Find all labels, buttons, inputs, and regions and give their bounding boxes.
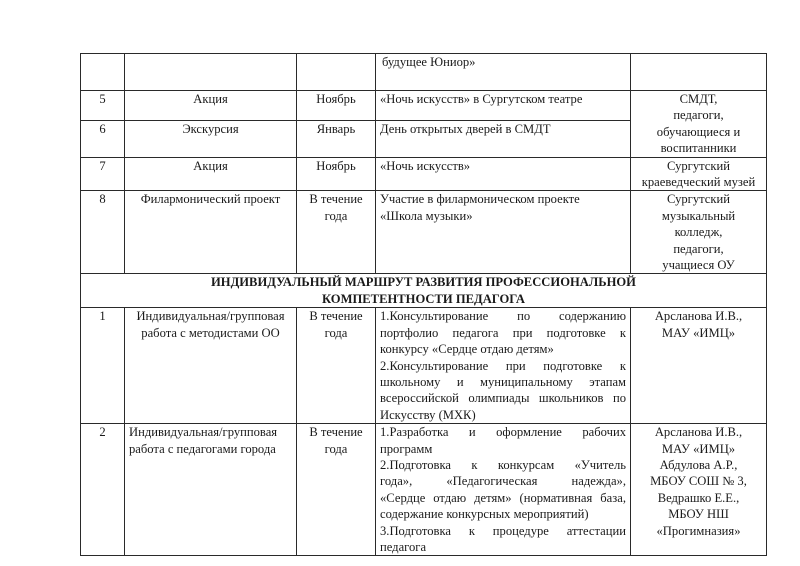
responsible-line: МБОУ СОШ № 3, <box>650 474 747 489</box>
event-type: Акция <box>125 157 297 191</box>
description-line: 1.Разработка и оформление рабочих <box>380 425 626 440</box>
responsible-line: педагоги, <box>673 241 724 256</box>
description-line: программ <box>380 441 433 456</box>
event-date <box>297 308 376 424</box>
description-line: «Сердце отдаю детям» (нормативная база, <box>380 490 626 505</box>
responsible-line: воспитанники <box>660 141 737 156</box>
responsible-line: Сургутский <box>667 192 730 207</box>
event-date: Январь <box>297 121 376 158</box>
responsible-line: «Прогимназия» <box>656 523 741 538</box>
table-row <box>81 91 767 121</box>
event-date <box>297 424 376 556</box>
event-responsible <box>631 424 767 556</box>
event-type: Акция <box>125 91 297 121</box>
description-line: 1.Консультирование по содержанию <box>380 309 626 324</box>
table-row <box>81 157 767 191</box>
event-date <box>297 54 376 91</box>
event-type <box>125 308 297 424</box>
description-line: школьному и муниципальному этапам <box>380 374 626 389</box>
date-line: года <box>324 208 348 223</box>
description-line: педагога <box>380 539 427 554</box>
responsible-line: музыкальный <box>661 208 736 223</box>
row-number: 5 <box>81 91 125 121</box>
date-line: года <box>324 441 348 456</box>
description-line: портфолио педагога при подготовке к <box>380 325 626 340</box>
responsible-line: Сургутский <box>667 158 730 173</box>
section-title-line-1: ИНДИВИДУАЛЬНЫЙ МАРШРУТ РАЗВИТИЯ ПРОФЕССИОНАЛЬНОЙ <box>211 275 636 290</box>
event-description <box>376 424 631 556</box>
responsible-line: учащиеся ОУ <box>662 258 735 273</box>
responsible-line: колледж, <box>674 225 723 240</box>
description-line: конкурсу «Сердце отдаю детям» <box>380 342 554 357</box>
event-description: будущее Юниор» <box>376 54 631 91</box>
event-description <box>376 308 631 424</box>
section-title-line-2: КОМПЕТЕНТНОСТИ ПЕДАГОГА <box>321 291 526 306</box>
description-line: года», «Педагогическая надежда», <box>380 474 626 489</box>
row-number: 6 <box>81 121 125 158</box>
responsible-line: МАУ «ИМЦ» <box>661 441 736 456</box>
row-number: 8 <box>81 191 125 274</box>
description-line: 2.Подготовка к конкурсам «Учитель <box>380 457 626 472</box>
event-responsible <box>631 191 767 274</box>
row-number <box>81 54 125 91</box>
event-date: Ноябрь <box>297 91 376 121</box>
responsible-line: краеведческий музей <box>641 175 756 190</box>
type-line: работа с педагогами города <box>129 441 276 456</box>
description-line: Участие в филармоническом проекте <box>380 192 580 207</box>
description-line: 3.Подготовка к процедуре аттестации <box>380 523 626 538</box>
date-line: В течение <box>309 309 363 324</box>
event-type <box>125 54 297 91</box>
event-description: «Ночь искусств» <box>376 157 631 191</box>
event-responsible <box>631 308 767 424</box>
row-number: 2 <box>81 424 125 556</box>
event-date <box>297 191 376 274</box>
event-responsible <box>631 157 767 191</box>
type-line: Индивидуальная/групповая <box>136 309 285 324</box>
responsible-line: Арсланова И.В., <box>654 425 743 440</box>
description-line: 2.Консультирование при подготовке к <box>380 358 626 373</box>
date-line: В течение <box>309 425 363 440</box>
date-line: года <box>324 325 348 340</box>
table-row <box>81 54 767 91</box>
date-line: В течение <box>309 192 363 207</box>
responsible-line: педагоги, <box>673 108 724 123</box>
responsible-line: МАУ «ИМЦ» <box>661 325 736 340</box>
responsible-line: Абдулова А.Р., <box>659 457 738 472</box>
event-date: Ноябрь <box>297 157 376 191</box>
responsible-line: обучающиеся и <box>656 124 741 139</box>
event-type: Экскурсия <box>125 121 297 158</box>
row-number: 1 <box>81 308 125 424</box>
section-header <box>81 274 767 308</box>
type-line: работа с методистами ОО <box>141 325 280 340</box>
event-type: Филармонический проект <box>125 191 297 274</box>
description-line: всероссийской олимпиады школьников по <box>380 391 626 406</box>
event-responsible <box>631 54 767 91</box>
section-header-row <box>81 274 767 308</box>
events-table <box>80 53 767 556</box>
responsible-line: Ведрашко Е.Е., <box>657 490 740 505</box>
description-line: «Школа музыки» <box>380 208 473 223</box>
responsible-line: Арсланова И.В., <box>654 309 743 324</box>
table-row <box>81 308 767 424</box>
event-description: «Ночь искусств» в Сургутском театре <box>376 91 631 121</box>
event-description <box>376 191 631 274</box>
table-row <box>81 191 767 274</box>
table-row <box>81 424 767 556</box>
row-number: 7 <box>81 157 125 191</box>
event-responsible <box>631 91 767 158</box>
type-line: Индивидуальная/групповая <box>129 425 278 440</box>
responsible-line: МБОУ НШ <box>668 507 729 522</box>
event-description: День открытых дверей в СМДТ <box>376 121 631 158</box>
event-type <box>125 424 297 556</box>
description-line: содержание конкурсных мероприятий) <box>380 507 589 522</box>
responsible-line: СМДТ, <box>679 92 718 106</box>
description-line: Искусству (МХК) <box>380 407 476 422</box>
